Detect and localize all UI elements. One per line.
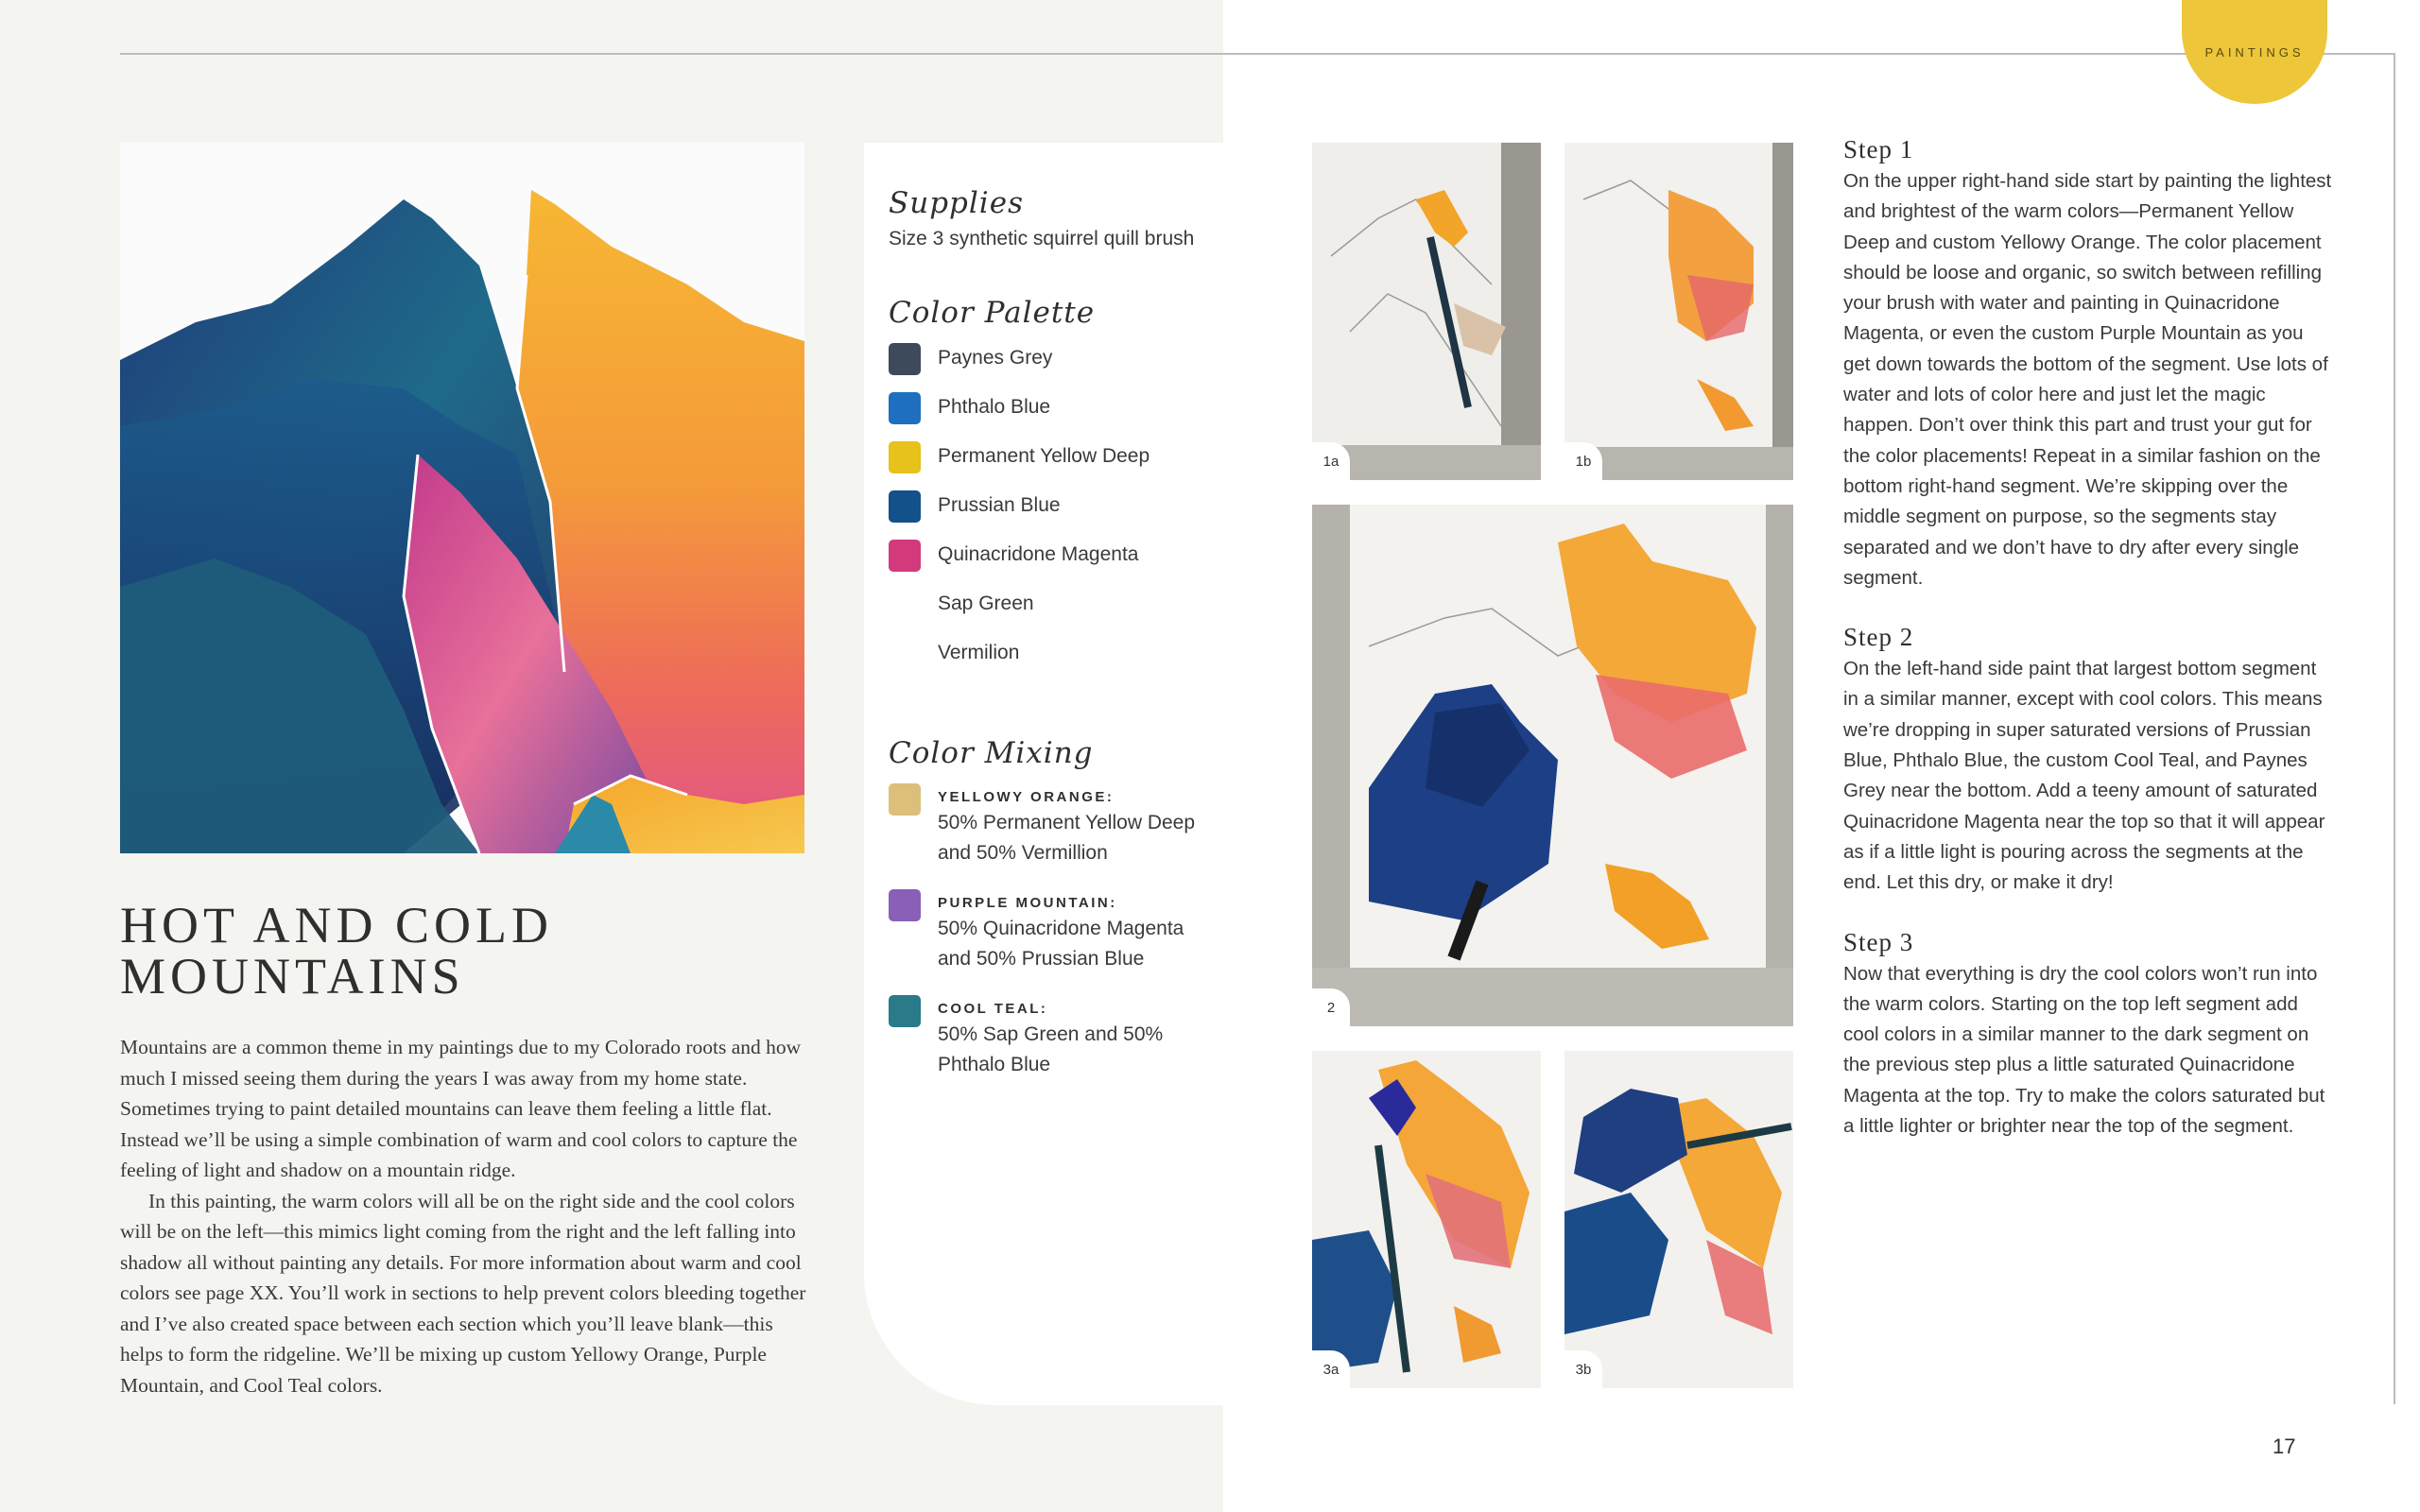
color-swatch	[889, 343, 921, 375]
color-swatch	[889, 995, 921, 1027]
page-title	[120, 897, 801, 1005]
mix-item-name: YELLOWY ORANGE:	[938, 789, 1115, 805]
palette-item	[889, 392, 1201, 424]
photo-label: 1a	[1312, 442, 1350, 480]
mixing-list	[889, 783, 1201, 1080]
step-body: On the upper right-hand side start by painting the lightest and brightest of the warm colors—Permanent Yellow Deep and custom Yellowy Orange. The color placement should be loose and organic, so switch between refilling your brush with water and painting in Quinacridone Magenta, or even the custom Purple Mountain as you get down towards the bottom of the segment. Use lots of water and lots of color here and just let the magic happen. Don’t over think this part and trust your gut for the color placements! Repeat in a similar fashion on the bottom right-hand segment. We’re skipping over the middle segment on purpose, so the segments stay separated and we don’t have to dry after every single segment.	[1843, 170, 2332, 589]
color-swatch	[889, 490, 921, 523]
palette-item-label: Vermilion	[938, 642, 1020, 663]
photo-label: 1b	[1564, 442, 1602, 480]
palette-item-label: Permanent Yellow Deep	[938, 445, 1150, 467]
palette-item	[889, 589, 1201, 621]
supplies-heading: Supplies	[889, 186, 1024, 220]
color-swatch	[889, 589, 921, 621]
photo-label: 3a	[1312, 1350, 1350, 1388]
supplies-card	[864, 143, 1223, 1405]
step-2	[1843, 620, 2335, 898]
mix-item-desc: 50% Permanent Yellow Deep and 50% Vermillion	[938, 812, 1196, 864]
title-line-1: HOT AND COLD	[120, 897, 554, 954]
mix-item	[889, 783, 1201, 868]
palette-item	[889, 638, 1201, 670]
photo-label: 2	[1312, 988, 1350, 1026]
step-title: Step 3	[1843, 927, 1914, 956]
right-rule	[2394, 53, 2395, 1404]
color-swatch	[889, 638, 921, 670]
steps-column	[1843, 132, 2335, 1142]
palette-item-label: Quinacridone Magenta	[938, 543, 1139, 565]
intro-paragraph-2: In this painting, the warm colors will all be on the right side and the cool colors will be on the left—this mimics light coming from the right and the left falling into shadow all without painting any details. For more information about warm and cool colors see page XX. You’ll work in sections to help prevent colors bleeding together and I’ve also created space between each section which you’ll leave blank—this helps to form the ridgeline. We’ll be mixing up custom Yellowy Orange, Purple Mountain, and Cool Teal colors.	[120, 1189, 806, 1397]
color-swatch	[889, 441, 921, 473]
page-number: 17	[2273, 1435, 2296, 1458]
section-tab-label: PAINTINGS	[2204, 45, 2305, 60]
palette-list	[889, 343, 1201, 670]
step-3	[1843, 925, 2335, 1143]
supplies-text: Size 3 synthetic squirrel quill brush	[889, 228, 1195, 249]
mix-item-desc: 50% Quinacridone Magenta and 50% Prussian Blue	[938, 918, 1184, 970]
color-swatch	[889, 783, 921, 816]
palette-heading: Color Palette	[889, 296, 1096, 330]
palette-item	[889, 343, 1201, 375]
step-body: Now that everything is dry the cool colors won’t run into the warm colors. Starting on the top left segment add cool colors in a similar manner to the dark segment on the previous step plus a little saturated Quinacridone Magenta at the top. Try to make the colors saturated but a little lighter or brighter near the top of the segment.	[1843, 962, 2325, 1138]
step-body: On the left-hand side paint that largest bottom segment in a similar manner, except with cool colors. This means we’re dropping in super saturated versions of Prussian Blue, Phthalo Blue, the custom Cool Teal, and Paynes Grey near the bottom. Add a teeny amount of saturated Quinacridone Magenta near the top so that it will appear as if a little light is pouring across the segments at the end. Let this dry, or make it dry!	[1843, 658, 2325, 894]
step-title: Step 1	[1843, 135, 1914, 163]
color-swatch	[889, 889, 921, 921]
palette-item	[889, 441, 1201, 473]
palette-item-label: Paynes Grey	[938, 347, 1053, 369]
step-photo-2	[1312, 505, 1793, 1026]
mix-item-name: PURPLE MOUNTAIN:	[938, 895, 1117, 911]
mix-item	[889, 889, 1201, 974]
palette-item	[889, 490, 1201, 523]
mix-item-desc: 50% Sap Green and 50% Phthalo Blue	[938, 1023, 1164, 1075]
step-photo-3b	[1564, 1051, 1793, 1388]
photo-label: 3b	[1564, 1350, 1602, 1388]
intro-paragraph-1: Mountains are a common theme in my paintings due to my Colorado roots and how much I missed seeing them during the years I was away from my home state. Sometimes trying to paint detailed mountains can leave them feeling a little flat. Instead we’ll be using a simple combination of warm and cool colors to capture the feeling of light and shadow on a mountain ridge.	[120, 1036, 802, 1181]
step-photo-1a	[1312, 143, 1541, 480]
title-line-2: MOUNTAINS	[120, 948, 465, 1005]
mix-item	[889, 995, 1201, 1080]
palette-item	[889, 540, 1201, 572]
hero-painting	[120, 143, 804, 853]
mixing-heading: Color Mixing	[889, 736, 1094, 770]
palette-item-label: Prussian Blue	[938, 494, 1061, 516]
step-title: Step 2	[1843, 623, 1914, 652]
step-photo-1b	[1564, 143, 1793, 480]
top-rule	[120, 53, 2394, 55]
color-swatch	[889, 392, 921, 424]
step-1	[1843, 132, 2335, 593]
mix-item-name: COOL TEAL:	[938, 1001, 1048, 1017]
step-photo-3a	[1312, 1051, 1541, 1388]
intro-text	[120, 1032, 820, 1400]
color-swatch	[889, 540, 921, 572]
palette-item-label: Phthalo Blue	[938, 396, 1051, 418]
palette-item-label: Sap Green	[938, 593, 1034, 614]
